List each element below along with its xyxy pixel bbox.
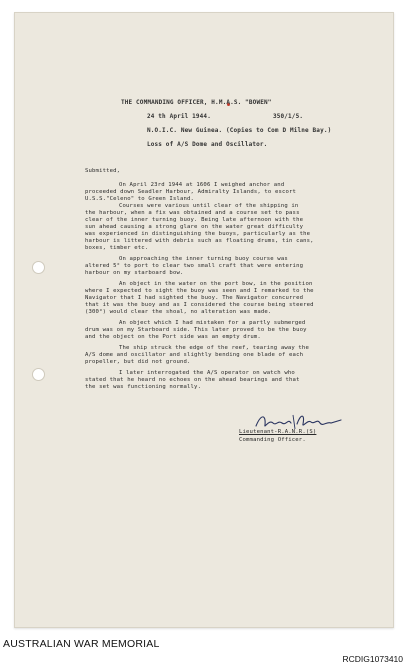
document-page	[14, 12, 394, 628]
body-line: An object in the water on the port bow, in the position	[119, 281, 313, 287]
body-line: I later interrogated the A/S operator on watch who	[119, 370, 295, 376]
body-line: boxes, timber etc.	[85, 245, 149, 251]
body-line: harbour is littered with debris such as floating drums, tin cans,	[85, 238, 314, 244]
body-line: drum was on my Starboard side. This later proved to be the buoy	[85, 327, 307, 333]
body-line: harbour on my starboard bow.	[85, 270, 184, 276]
body-line: propeller, but did not ground.	[85, 359, 191, 365]
body-line: altered 5° to port to clear two small craft that were entering	[85, 263, 304, 269]
body-line: the set was functioning normally.	[85, 384, 202, 390]
body-line: the harbour, when a fix was obtained and a course set to pass	[85, 210, 300, 216]
recipient-line: N.O.I.C. New Guinea. (Copies to Com D Milne Bay.)	[147, 127, 332, 134]
body-line: that it was the buoy and as I considered the course being steered	[85, 302, 314, 308]
body-line: where I expected to sight the buoy was seen and I remarked to the	[85, 288, 314, 294]
body-line: clear of the inner turning buoy. Being late afternoon with the	[85, 217, 304, 223]
body-line: A/S dome and oscillator and slightly bending one blade of each	[85, 352, 304, 358]
body-line: On April 23rd 1944 at 1606 I weighed anchor and	[119, 182, 285, 188]
body-line: stated that he heard no echoes on the ahead bearings and that	[85, 377, 300, 383]
punch-hole	[32, 368, 45, 381]
body-line: On approaching the inner turning buoy course was	[119, 256, 288, 262]
salutation: Submitted,	[85, 168, 121, 174]
addressee-line: THE COMMANDING OFFICER, H.M.A.S. "BOWEN"	[121, 99, 272, 106]
signatory-title: Commanding Officer.	[239, 437, 306, 443]
body-line: (300°) would clear the shoal, no alteration was made.	[85, 309, 272, 315]
letter-date: 24 th April 1944.	[147, 113, 211, 120]
body-line: sun ahead causing a strong glare on the water great difficulty	[85, 224, 304, 230]
body-line: was experienced in distinguishing the buoys, particularly as the	[85, 231, 311, 237]
archive-source-label: AUSTRALIAN WAR MEMORIAL	[3, 638, 160, 650]
handwritten-signature	[253, 411, 345, 431]
reference-number: 350/1/5.	[273, 113, 304, 120]
body-line: Navigator that I had sighted the buoy. The Navigator concurred	[85, 295, 304, 301]
body-line: The ship struck the edge of the reef, tearing away the	[119, 345, 309, 351]
body-line: Courses were various until clear of the shipping in	[119, 203, 299, 209]
archive-footer	[0, 636, 407, 666]
body-line: An object which I had mistaken for a partly submerged	[119, 320, 306, 326]
signatory-rank: Lieutenant-R.A.N.R.(S)	[239, 429, 317, 435]
body-line: U.S.S."Celeno" to Green Island.	[85, 196, 195, 202]
punch-hole	[32, 261, 45, 274]
subject-line: Loss of A/S Dome and Oscillator.	[147, 141, 268, 148]
body-line: proceeded down Seadler Harbour, Admiralty Islands, to escort	[85, 189, 297, 195]
body-line: and the object on the Port side was an empty drum.	[85, 334, 261, 340]
archive-item-id: RCDIG1073410	[342, 654, 403, 664]
